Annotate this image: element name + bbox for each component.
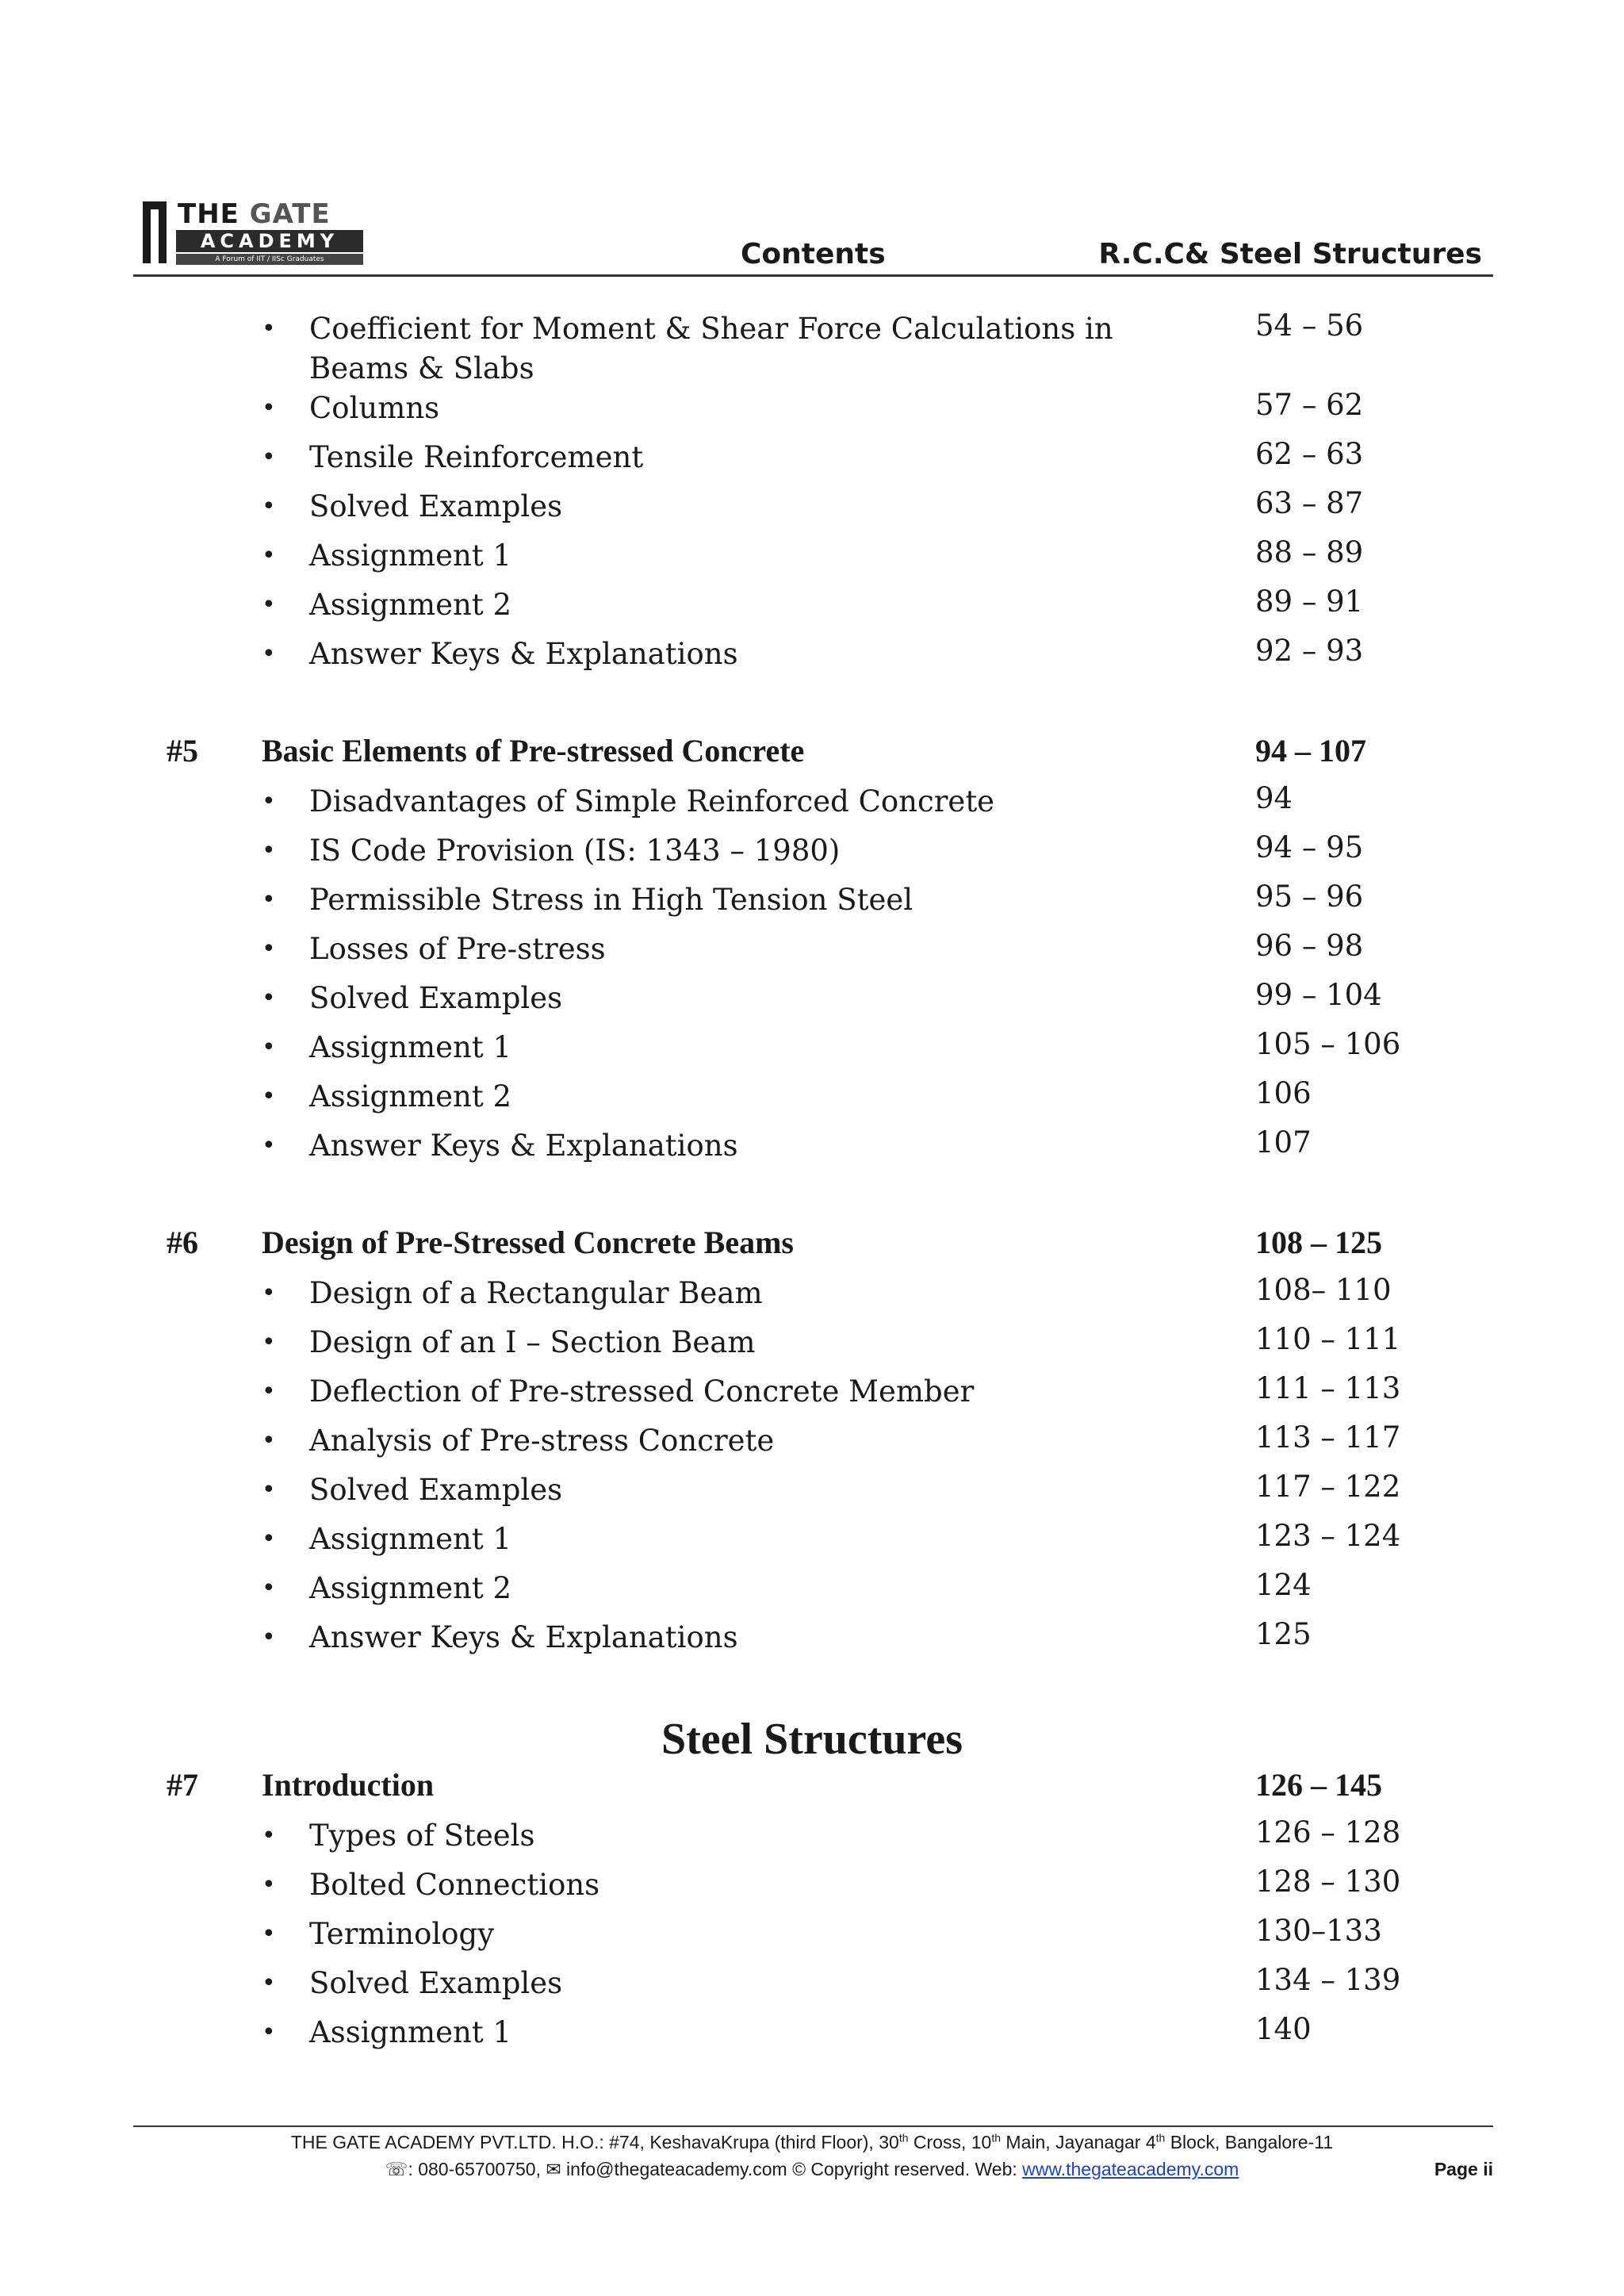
item-title: Design of a Rectangular Beam bbox=[309, 1276, 763, 1310]
footer-email: info@thegateacademy.com © Copyright reserved. Web: bbox=[561, 2159, 1023, 2179]
bullet: • bbox=[262, 1574, 276, 1602]
item-pages: 128 – 130 bbox=[1255, 1865, 1401, 1899]
item-title: IS Code Provision (IS: 1343 – 1980) bbox=[309, 834, 841, 868]
item-pages: 126 – 128 bbox=[1255, 1815, 1401, 1849]
item-pages: 57 – 62 bbox=[1255, 388, 1364, 422]
item-title: Columns bbox=[309, 391, 440, 425]
bullet: • bbox=[262, 394, 276, 422]
bullet: • bbox=[262, 984, 276, 1012]
item-pages: 130–133 bbox=[1255, 1914, 1382, 1948]
item-title: Assignment 2 bbox=[309, 588, 512, 622]
bullet: • bbox=[262, 1871, 276, 1899]
item-pages: 134 – 139 bbox=[1255, 1963, 1401, 1997]
bullet: • bbox=[262, 315, 276, 343]
footer-divider bbox=[133, 2125, 1493, 2127]
footer-address-part: THE GATE ACADEMY PVT.LTD. H.O.: #74, KeshavaKrupa (third Floor), 30 bbox=[290, 2132, 899, 2152]
item-pages: 124 bbox=[1255, 1568, 1312, 1602]
footer-address-part: Block, Bangalore-11 bbox=[1165, 2132, 1334, 2152]
item-title: Tensile Reinforcement bbox=[309, 440, 644, 474]
logo-gate: GATE bbox=[249, 198, 331, 230]
chapter-title: Design of Pre-Stressed Concrete Beams bbox=[262, 1225, 794, 1260]
item-title: Answer Keys & Explanations bbox=[309, 637, 738, 671]
header-section: Contents bbox=[741, 238, 886, 270]
bullet: • bbox=[262, 1279, 276, 1307]
item-title: Terminology bbox=[309, 1917, 495, 1951]
chapter-pages: 126 – 145 bbox=[1255, 1767, 1382, 1803]
footer-sup: th bbox=[898, 2131, 909, 2145]
bullet: • bbox=[262, 542, 276, 569]
bullet: • bbox=[262, 640, 276, 668]
bullet: • bbox=[262, 1920, 276, 1948]
item-pages: 89 – 91 bbox=[1255, 585, 1364, 619]
page-header bbox=[133, 198, 1493, 277]
bullet: • bbox=[262, 591, 276, 619]
footer-phone: : 080-65700750, bbox=[408, 2159, 546, 2179]
item-pages: 88 – 89 bbox=[1255, 535, 1364, 569]
chapter-number: #6 bbox=[167, 1225, 198, 1260]
bullet: • bbox=[262, 1328, 276, 1356]
bullet: • bbox=[262, 935, 276, 963]
item-pages: 140 bbox=[1255, 2012, 1312, 2046]
item-title: Solved Examples bbox=[309, 489, 563, 523]
bullet: • bbox=[262, 1525, 276, 1553]
item-pages: 54 – 56 bbox=[1255, 309, 1364, 343]
item-title: Deflection of Pre-stressed Concrete Member bbox=[309, 1374, 975, 1409]
footer-contact bbox=[0, 2156, 1624, 2183]
item-pages: 96 – 98 bbox=[1255, 929, 1364, 963]
logo-tagline: A Forum of IIT / IISc Graduates bbox=[176, 254, 363, 265]
item-pages: 111 – 113 bbox=[1255, 1371, 1401, 1405]
section-heading: Steel Structures bbox=[661, 1715, 963, 1764]
footer-address bbox=[0, 2129, 1624, 2156]
footer-sup: th bbox=[1155, 2131, 1166, 2145]
item-title: Coefficient for Moment & Shear Force Calculations in Beams & Slabs bbox=[309, 312, 1113, 385]
logo-bracket-icon bbox=[143, 201, 167, 263]
chapter-title: Introduction bbox=[262, 1767, 435, 1803]
item-title: Solved Examples bbox=[309, 981, 563, 1015]
item-pages: 113 – 117 bbox=[1255, 1420, 1401, 1455]
item-title: Assignment 1 bbox=[309, 539, 512, 573]
page-number: Page ii bbox=[1434, 2159, 1493, 2179]
bullet: • bbox=[262, 1378, 276, 1405]
bullet: • bbox=[262, 1033, 276, 1061]
item-title: Bolted Connections bbox=[309, 1868, 600, 1902]
item-title: Answer Keys & Explanations bbox=[309, 1620, 738, 1654]
item-pages: 125 bbox=[1255, 1617, 1312, 1651]
item-title: Types of Steels bbox=[309, 1819, 535, 1853]
chapter-title: Basic Elements of Pre-stressed Concrete bbox=[262, 733, 805, 769]
gate-academy-logo bbox=[143, 198, 370, 266]
item-title: Answer Keys & Explanations bbox=[309, 1129, 738, 1163]
bullet: • bbox=[262, 1623, 276, 1651]
item-title: Assignment 2 bbox=[309, 1571, 512, 1605]
bullet: • bbox=[262, 443, 276, 471]
item-pages: 62 – 63 bbox=[1255, 437, 1364, 471]
footer-address-part: Main, Jayanagar 4 bbox=[1001, 2132, 1156, 2152]
bullet: • bbox=[262, 1476, 276, 1504]
item-title: Solved Examples bbox=[309, 1966, 563, 2000]
item-pages: 123 – 124 bbox=[1255, 1519, 1401, 1553]
item-pages: 107 bbox=[1255, 1125, 1312, 1159]
logo-text bbox=[178, 198, 331, 230]
bullet: • bbox=[262, 1083, 276, 1110]
bullet: • bbox=[262, 1822, 276, 1849]
item-pages: 99 – 104 bbox=[1255, 978, 1382, 1012]
item-pages: 106 bbox=[1255, 1076, 1312, 1110]
item-pages: 92 – 93 bbox=[1255, 634, 1364, 668]
item-title: Assignment 1 bbox=[309, 1030, 512, 1064]
bullet: • bbox=[262, 837, 276, 864]
chapter-pages: 94 – 107 bbox=[1255, 733, 1366, 769]
footer-address-part: Cross, 10 bbox=[908, 2132, 992, 2152]
bullet: • bbox=[262, 1427, 276, 1455]
bullet: • bbox=[262, 788, 276, 815]
item-pages: 94 bbox=[1255, 781, 1293, 815]
logo-the: THE bbox=[178, 198, 239, 230]
phone-icon: ☏ bbox=[385, 2159, 408, 2179]
footer-sup: th bbox=[991, 2131, 1002, 2145]
item-pages: 63 – 87 bbox=[1255, 486, 1364, 520]
bullet: • bbox=[262, 493, 276, 520]
mail-icon: ✉ bbox=[546, 2159, 561, 2179]
chapter-pages: 108 – 125 bbox=[1255, 1225, 1382, 1260]
item-title: Assignment 2 bbox=[309, 1079, 512, 1114]
item-pages: 94 – 95 bbox=[1255, 830, 1364, 864]
bullet: • bbox=[262, 1969, 276, 1997]
item-pages: 95 – 96 bbox=[1255, 880, 1364, 914]
item-pages: 117 – 122 bbox=[1255, 1470, 1401, 1504]
item-title: Losses of Pre-stress bbox=[309, 932, 606, 966]
bullet: • bbox=[262, 2018, 276, 2046]
logo-academy: ACADEMY bbox=[176, 230, 363, 252]
item-title: Assignment 1 bbox=[309, 2015, 512, 2049]
item-pages: 110 – 111 bbox=[1255, 1322, 1401, 1356]
bullet: • bbox=[262, 886, 276, 914]
item-pages: 108– 110 bbox=[1255, 1273, 1392, 1307]
item-title: Permissible Stress in High Tension Steel bbox=[309, 883, 914, 917]
header-title: R.C.C& Steel Structures bbox=[1098, 238, 1482, 270]
item-title: Disadvantages of Simple Reinforced Concrete bbox=[309, 784, 995, 818]
item-title: Assignment 1 bbox=[309, 1522, 512, 1556]
item-title: Solved Examples bbox=[309, 1473, 563, 1507]
item-title: Analysis of Pre-stress Concrete bbox=[309, 1424, 775, 1458]
item-title: Design of an I – Section Beam bbox=[309, 1325, 756, 1359]
bullet: • bbox=[262, 1132, 276, 1159]
website-link[interactable]: www.thegateacademy.com bbox=[1022, 2159, 1239, 2179]
chapter-number: #5 bbox=[167, 733, 198, 769]
item-pages: 105 – 106 bbox=[1255, 1027, 1401, 1061]
chapter-number: #7 bbox=[167, 1767, 198, 1803]
